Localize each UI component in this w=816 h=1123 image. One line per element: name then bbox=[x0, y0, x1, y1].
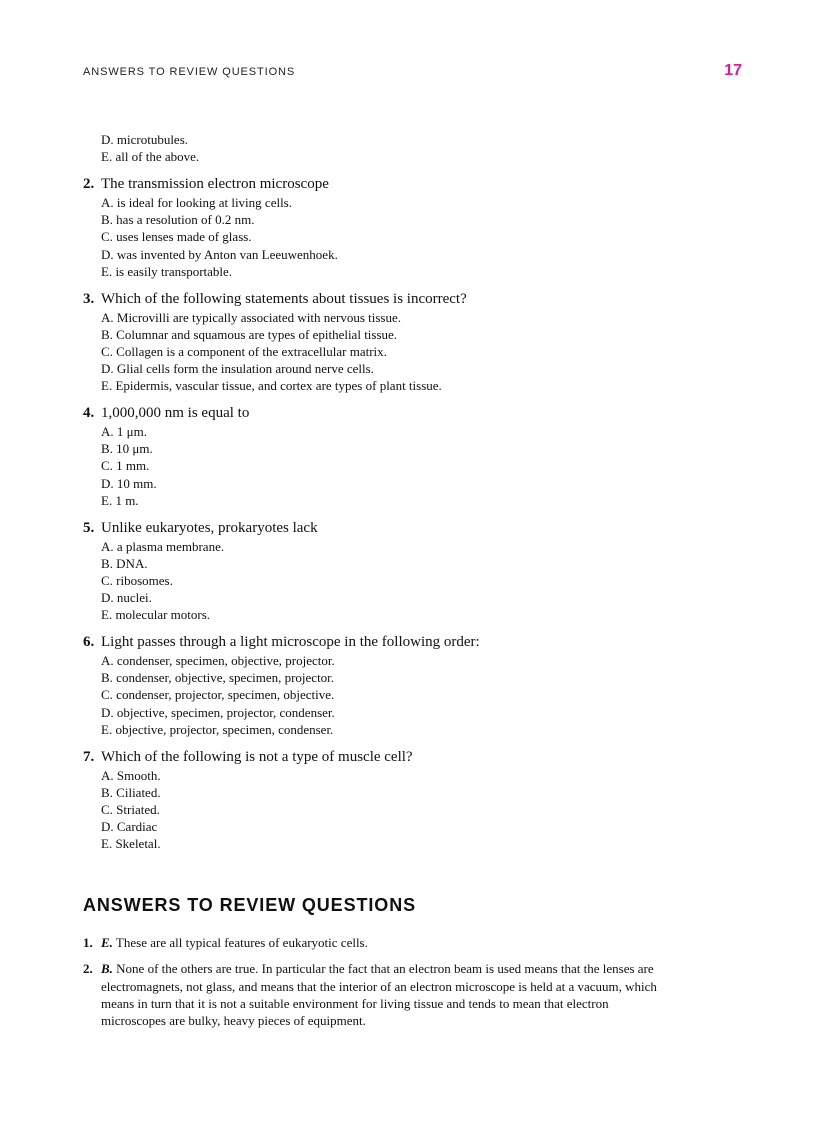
question-2 bbox=[83, 175, 723, 280]
option: E. 1 m. bbox=[101, 492, 139, 508]
option: C. condenser, projector, specimen, objective. bbox=[101, 687, 335, 703]
option: D. 10 mm. bbox=[101, 475, 157, 491]
answers-heading: ANSWERS TO REVIEW QUESTIONS bbox=[83, 895, 416, 915]
option: C. ribosomes. bbox=[101, 572, 173, 588]
question-number: 5. bbox=[83, 519, 95, 536]
option: A. Smooth. bbox=[101, 767, 161, 783]
question-number: 2. bbox=[83, 176, 95, 192]
option: C. 1 mm. bbox=[101, 458, 150, 474]
answer-number: 2. bbox=[83, 961, 93, 977]
option: E. Skeletal. bbox=[101, 836, 161, 852]
question-stem: Light passes through a light microscope in the following order: bbox=[101, 634, 480, 651]
answer-text: None of the others are true. In particular the fact that an electron beam is used means that the lenses are electromagnets, not glass, and means that the interior of an electron microscope is held at a vacuum, which means in turn that it is not a suitable environment for living tissue and tends to mean that electron microscopes are bulky, heavy pieces of equipment. bbox=[101, 961, 657, 1029]
question-6 bbox=[83, 633, 723, 738]
option: C. uses lenses made of glass. bbox=[101, 229, 252, 245]
question-stem: Which of the following is not a type of muscle cell? bbox=[101, 748, 413, 765]
question-stem: Unlike eukaryotes, prokaryotes lack bbox=[101, 519, 318, 536]
answer-2 bbox=[83, 960, 663, 1029]
question-stem: The transmission electron microscope bbox=[101, 176, 329, 192]
answer-text: These are all typical features of eukaryotic cells. bbox=[112, 935, 368, 950]
answer-key: E. bbox=[101, 935, 113, 950]
option: D. microtubules. bbox=[101, 132, 189, 147]
option: B. has a resolution of 0.2 nm. bbox=[101, 212, 255, 228]
continued-options bbox=[101, 131, 199, 165]
option: A. Microvilli are typically associated with nervous tissue. bbox=[101, 309, 402, 325]
option: A. a plasma membrane. bbox=[101, 538, 225, 554]
question-number: 3. bbox=[83, 290, 95, 307]
question-list bbox=[83, 175, 723, 862]
option: D. objective, specimen, projector, condenser. bbox=[101, 704, 335, 720]
question-3 bbox=[83, 290, 723, 395]
option: A. condenser, specimen, objective, projector. bbox=[101, 653, 335, 669]
question-number: 4. bbox=[83, 405, 95, 422]
option: C. Striated. bbox=[101, 801, 160, 817]
question-number: 6. bbox=[83, 634, 95, 651]
question-number: 7. bbox=[83, 748, 95, 765]
option: E. molecular motors. bbox=[101, 607, 211, 623]
question-stem: 1,000,000 nm is equal to bbox=[101, 405, 250, 422]
option: D. nuclei. bbox=[101, 590, 152, 606]
question-7 bbox=[83, 748, 723, 853]
question-4 bbox=[83, 404, 723, 509]
option: E. is easily transportable. bbox=[101, 263, 233, 279]
running-head: ANSWERS TO REVIEW QUESTIONS bbox=[83, 66, 296, 78]
question-stem: Which of the following statements about tissues is incorrect? bbox=[101, 290, 467, 307]
option: B. Ciliated. bbox=[101, 784, 161, 800]
answer-number: 1. bbox=[83, 935, 93, 950]
answer-1 bbox=[83, 934, 663, 951]
option: D. was invented by Anton van Leeuwenhoek. bbox=[101, 246, 338, 262]
option: B. 10 μm. bbox=[101, 441, 153, 457]
option: E. objective, projector, specimen, condenser. bbox=[101, 721, 334, 737]
option: D. Glial cells form the insulation around nerve cells. bbox=[101, 361, 374, 377]
option: E. all of the above. bbox=[101, 149, 200, 165]
answer-list bbox=[83, 934, 663, 1038]
option: B. Columnar and squamous are types of epithelial tissue. bbox=[101, 326, 398, 342]
question-5 bbox=[83, 519, 723, 624]
option: A. 1 μm. bbox=[101, 424, 147, 440]
page-number: 17 bbox=[724, 62, 742, 79]
option: D. Cardiac bbox=[101, 819, 158, 835]
option: B. DNA. bbox=[101, 555, 148, 571]
option: C. Collagen is a component of the extracellular matrix. bbox=[101, 343, 387, 359]
answer-key: B. bbox=[101, 961, 113, 977]
option: B. condenser, objective, specimen, projector. bbox=[101, 670, 335, 686]
option: A. is ideal for looking at living cells. bbox=[101, 195, 292, 210]
option: E. Epidermis, vascular tissue, and cortex are types of plant tissue. bbox=[101, 378, 442, 394]
